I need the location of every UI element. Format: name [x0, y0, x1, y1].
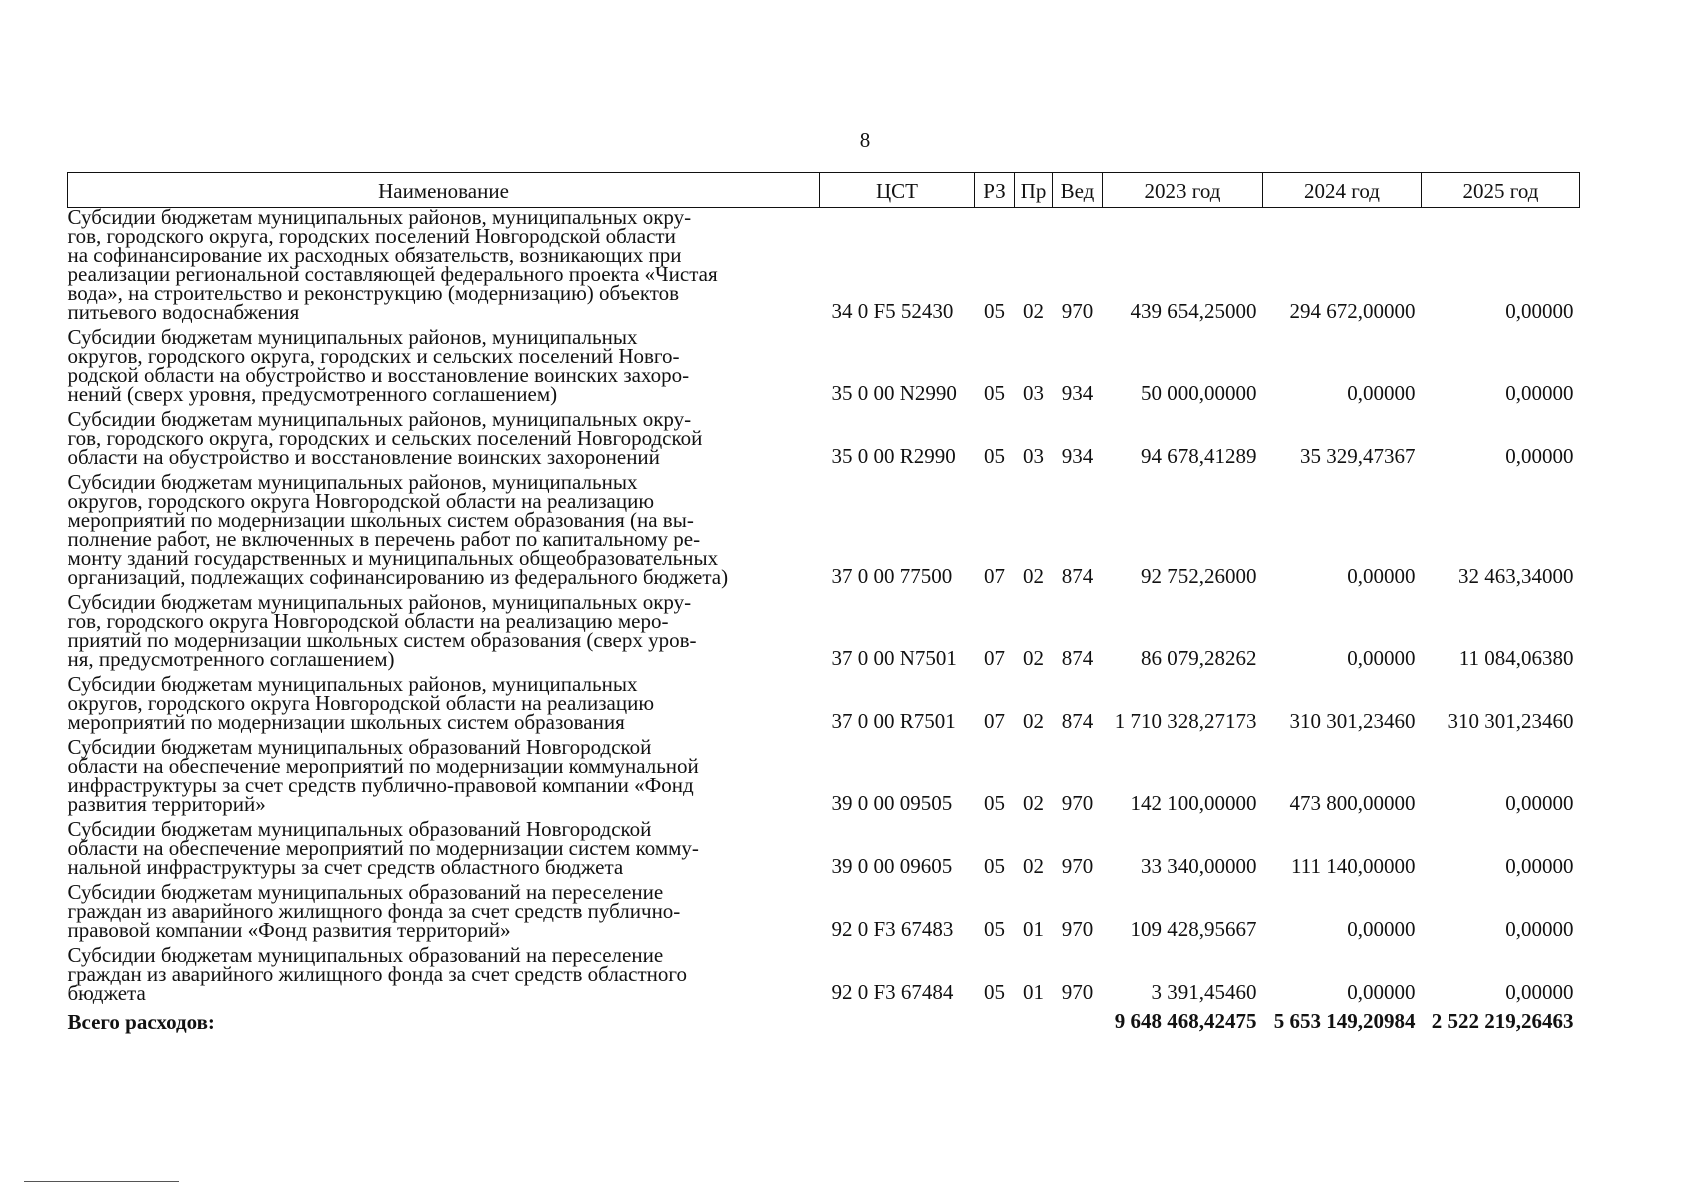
- row-pr: 02: [1023, 646, 1044, 670]
- row-pr: 03: [1023, 444, 1044, 468]
- table-row: [68, 883, 1580, 946]
- row-name-line: граждан из аварийного жилищного фонда за счет средств публично-: [67, 899, 681, 923]
- row-name-line: Субсидии бюджетам муниципальных образований Новгородской: [67, 817, 652, 841]
- row-name-line: округов, городского округа Новгородской области на реализацию: [67, 489, 655, 513]
- row-cst: 35 0 00 N2990: [831, 381, 957, 405]
- table-row: [68, 410, 1580, 473]
- row-ved: 970: [1061, 299, 1094, 323]
- row-rz: 05: [984, 917, 1005, 941]
- row-rz: 07: [984, 709, 1005, 733]
- row-2023: 50 000,00000: [1141, 381, 1257, 405]
- row-name-line: мероприятий по модернизации школьных систем образования (на вы-: [67, 508, 694, 532]
- row-name-line: Субсидии бюджетам муниципальных образований на переселение: [67, 880, 664, 904]
- header-rz: РЗ: [975, 173, 1015, 208]
- row-cst: 37 0 00 R7501: [831, 709, 956, 733]
- row-name-line: граждан из аварийного жилищного фонда за счет средств областного: [67, 962, 687, 986]
- table-header-row: [68, 173, 1580, 208]
- row-rz: 05: [984, 444, 1005, 468]
- total-empty-pr: [1015, 1009, 1053, 1032]
- total-empty-rz: [975, 1009, 1015, 1032]
- total-2025: 2 522 219,26463: [1431, 1009, 1574, 1033]
- row-pr: 02: [1023, 564, 1044, 588]
- row-2024: 0,00000: [1347, 980, 1416, 1004]
- row-pr: 02: [1023, 709, 1044, 733]
- row-ved: 970: [1061, 980, 1094, 1004]
- row-rz: 05: [984, 299, 1005, 323]
- row-name-line: округов, городского округа, городских и сельских поселений Новго-: [67, 344, 680, 368]
- row-cst: 92 0 F3 67484: [831, 980, 954, 1004]
- row-ved: 934: [1061, 444, 1094, 468]
- row-2023: 86 079,28262: [1141, 646, 1257, 670]
- row-2024: 35 329,47367: [1300, 444, 1416, 468]
- row-name-line: Субсидии бюджетам муниципальных районов, муниципальных окру-: [67, 205, 692, 229]
- row-name-line: организаций, подлежащих софинансированию из федерального бюджета): [67, 565, 729, 589]
- row-2025: 11 084,06380: [1458, 646, 1574, 670]
- row-name: [67, 880, 820, 946]
- row-ved: 934: [1061, 381, 1094, 405]
- header-2024: 2024 год: [1263, 173, 1422, 208]
- table-row: [68, 328, 1580, 410]
- row-name-line: развития территорий»: [67, 792, 266, 816]
- row-rz: 07: [984, 564, 1005, 588]
- row-name: [67, 735, 820, 820]
- total-2024: 5 653 149,20984: [1273, 1009, 1416, 1033]
- row-cst: 37 0 00 77500: [831, 564, 953, 588]
- row-ved: 970: [1061, 917, 1094, 941]
- row-name-line: ня, предусмотренного соглашением): [67, 647, 395, 671]
- row-name-line: вода», на строительство и реконструкцию (модернизацию) объектов: [67, 281, 680, 305]
- row-2025: 0,00000: [1505, 854, 1574, 878]
- row-ved: 874: [1061, 646, 1094, 670]
- row-2023: 1 710 328,27173: [1114, 709, 1257, 733]
- header-cst: ЦСТ: [820, 173, 975, 208]
- row-pr: 02: [1023, 791, 1044, 815]
- row-cst: 34 0 F5 52430: [831, 299, 954, 323]
- row-2025: 0,00000: [1505, 444, 1574, 468]
- row-rz: 05: [984, 980, 1005, 1004]
- row-2025: 32 463,34000: [1458, 564, 1574, 588]
- table-body: [67, 205, 1580, 1034]
- row-2025: 0,00000: [1505, 299, 1574, 323]
- row-name-line: мероприятий по модернизации школьных систем образования: [67, 710, 625, 734]
- row-name-line: нальной инфраструктуры за счет средств областного бюджета: [67, 855, 624, 879]
- total-empty-ved: [1053, 1009, 1103, 1032]
- row-name-line: правовой компании «Фонд развития территорий»: [67, 918, 511, 942]
- row-2025: 0,00000: [1505, 980, 1574, 1004]
- row-cst: 92 0 F3 67483: [831, 917, 954, 941]
- row-name-line: области на обустройство и восстановление воинских захоронений: [67, 445, 660, 469]
- header-2025: 2025 год: [1422, 173, 1580, 208]
- table-row: [68, 473, 1580, 593]
- row-name-line: полнение работ, не включенных в перечень работ по капитальному ре-: [67, 527, 701, 551]
- table-row: [68, 946, 1580, 1009]
- row-name-line: гов, городского округа Новгородской области на реализацию меро-: [67, 609, 669, 633]
- row-cst: 37 0 00 N7501: [831, 646, 957, 670]
- row-name-line: области на обеспечение мероприятий по модернизации систем комму-: [67, 836, 699, 860]
- row-2023: 92 752,26000: [1141, 564, 1257, 588]
- row-cst: 35 0 00 R2990: [831, 444, 956, 468]
- row-cst: 39 0 00 09605: [831, 854, 953, 878]
- row-name-line: Субсидии бюджетам муниципальных районов, муниципальных окру-: [67, 407, 692, 431]
- total-2023: 9 648 468,42475: [1114, 1009, 1257, 1033]
- header-pr: Пр: [1015, 173, 1053, 208]
- row-name-line: питьевого водоснабжения: [67, 300, 300, 324]
- row-2023: 109 428,95667: [1130, 917, 1257, 941]
- row-2025: 0,00000: [1505, 791, 1574, 815]
- row-2024: 0,00000: [1347, 564, 1416, 588]
- row-name: [67, 325, 820, 410]
- table-row: [68, 675, 1580, 738]
- total-label: Всего расходов:: [67, 1010, 215, 1034]
- total-empty-cst: [820, 1009, 975, 1032]
- table-row: [68, 208, 1580, 329]
- row-2023: 142 100,00000: [1130, 791, 1257, 815]
- header-ved: Вед: [1053, 173, 1103, 208]
- row-2023: 94 678,41289: [1141, 444, 1257, 468]
- row-2023: 439 654,25000: [1130, 299, 1257, 323]
- row-rz: 07: [984, 646, 1005, 670]
- row-name-line: инфраструктуры за счет средств публично-правовой компании «Фонд: [67, 773, 694, 797]
- page-number: 8: [859, 128, 871, 152]
- row-rz: 05: [984, 381, 1005, 405]
- footer-rule: [24, 1181, 179, 1182]
- table-row: [68, 820, 1580, 883]
- row-name-line: Субсидии бюджетам муниципальных районов, муниципальных: [67, 325, 638, 349]
- row-name-line: гов, городского округа, городских поселений Новгородской области: [67, 224, 676, 248]
- row-ved: 970: [1061, 791, 1094, 815]
- row-ved: 970: [1061, 854, 1094, 878]
- row-2023: 33 340,00000: [1141, 854, 1257, 878]
- row-name-line: гов, городского округа, городских и сельских поселений Новгородской: [67, 426, 703, 450]
- row-2024: 0,00000: [1347, 381, 1416, 405]
- row-pr: 01: [1023, 917, 1044, 941]
- row-2024: 294 672,00000: [1289, 299, 1416, 323]
- row-name: [67, 407, 820, 473]
- row-name-line: области на обеспечение мероприятий по модернизации коммунальной: [67, 754, 699, 778]
- row-2024: 0,00000: [1347, 917, 1416, 941]
- table-row: [68, 738, 1580, 820]
- row-name-line: Субсидии бюджетам муниципальных районов, муниципальных: [67, 672, 638, 696]
- row-ved: 874: [1061, 709, 1094, 733]
- row-name: [67, 590, 820, 675]
- row-2024: 310 301,23460: [1289, 709, 1416, 733]
- table-row: [68, 593, 1580, 675]
- row-name-line: монту зданий государственных и муниципальных общеобразовательных: [67, 546, 719, 570]
- header-name: Наименование: [68, 173, 820, 208]
- row-cst: 39 0 00 09505: [831, 791, 953, 815]
- row-name-line: бюджета: [67, 981, 146, 1005]
- row-name-line: Субсидии бюджетам муниципальных образований на переселение: [67, 943, 664, 967]
- row-2024: 111 140,00000: [1291, 854, 1416, 878]
- row-name-line: нений (сверх уровня, предусмотренного соглашением): [67, 382, 558, 406]
- row-2025: 310 301,23460: [1447, 709, 1574, 733]
- row-pr: 01: [1023, 980, 1044, 1004]
- row-name: [67, 817, 820, 883]
- row-name-line: родской области на обустройство и восстановление воинских захоро-: [67, 363, 690, 387]
- row-name: [67, 470, 820, 593]
- row-ved: 874: [1061, 564, 1094, 588]
- row-rz: 05: [984, 791, 1005, 815]
- row-name-line: Субсидии бюджетам муниципальных районов, муниципальных: [67, 470, 638, 494]
- row-name: [67, 943, 820, 1009]
- header-2023: 2023 год: [1103, 173, 1263, 208]
- row-name: [67, 672, 820, 738]
- budget-table: [67, 172, 1580, 1032]
- row-name-line: приятий по модернизации школьных систем образования (сверх уров-: [67, 628, 697, 652]
- row-name-line: Субсидии бюджетам муниципальных образований Новгородской: [67, 735, 652, 759]
- row-2024: 0,00000: [1347, 646, 1416, 670]
- row-name-line: округов, городского округа Новгородской области на реализацию: [67, 691, 655, 715]
- row-pr: 03: [1023, 381, 1044, 405]
- row-2025: 0,00000: [1505, 917, 1574, 941]
- row-pr: 02: [1023, 854, 1044, 878]
- row-2023: 3 391,45460: [1151, 980, 1257, 1004]
- row-name-line: Субсидии бюджетам муниципальных районов, муниципальных окру-: [67, 590, 692, 614]
- total-row: [68, 1009, 1580, 1032]
- row-2024: 473 800,00000: [1289, 791, 1416, 815]
- row-name: [67, 205, 820, 329]
- row-pr: 02: [1023, 299, 1044, 323]
- row-rz: 05: [984, 854, 1005, 878]
- row-2025: 0,00000: [1505, 381, 1574, 405]
- row-name-line: реализации региональной составляющей федерального проекта «Чистая: [67, 262, 718, 286]
- row-name-line: на софинансирование их расходных обязательств, возникающих при: [67, 243, 682, 267]
